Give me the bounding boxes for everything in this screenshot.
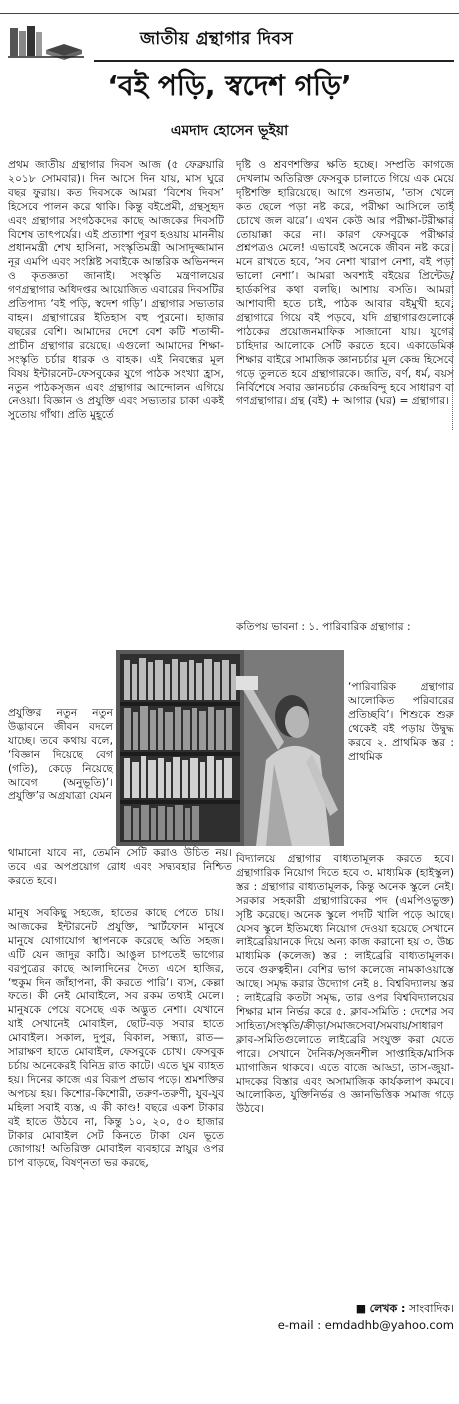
library-photo <box>116 650 344 846</box>
article-paragraph: মানুষ সবকিছু সহজে, হাতের কাছে পেতে চায়। আজকের ইন্টারনেট প্রযুক্তি, স্মার্টফোন মানুষে মানুষে যোগাযোগ স্থাপনকে করেছে অতি সহজ। এটি যেন জাদুর কাঠি। আঙুল চাপতেই ভাগ্যের বরপুত্রের কাছে আলাদিনের দৈত্য এসে হাজির, ‘হুকুম দিন জাঁহাপনা, কী করতে পারি’। ব্যস, কেল্লা ফতে। কী নেই মোবাইলে, সব রকম তথ্যই মেলে। মানুষকে পেয়ে বসেছে এক অদ্ভুত নেশা। যেখানে যাই সেখানেই মোবাইল, ছোট-বড় সবার হাতে মোবাইল। সকাল, দুপুর, বিকাল, সন্ধ্যা, রাত—সারাক্ষণ হাতে মোবাইল, ফেসবুকে চোখ। ফেসবুক চর্চায় অনেকেরই বিনিদ্র রাত কাটে। এতে ঘুম ব্যাহত হয়। দিনের কাজে এর বিরূপ প্রভাব পড়ে। শ্রমশক্তির অপচয় হয়। কিশোর-কিশোরী, তরুণ-তরুণী, যুব-যুব মহিলা সবাই ব্যস্ত, এ কী কাণ্ড! বছরে একশ টাকার বই হাতে উঠবে না, কিন্তু ১০, ২০, ৫০ হাজার টাকার মোবাইল সেট কিনতে টাকা যেন ভূতে জোগায়! অতিরিক্ত মোবাইল ব্যবহারে স্নায়ুর ওপর চাপ বাড়ছে, বিষণ্নতা ভর করছে, <box>8 906 224 1170</box>
square-bullet-icon: ■ <box>355 1302 370 1315</box>
article-paragraph: বিদ্যালয়ে গ্রন্থাগার বাধ্যতামূলক করতে হবে। গ্রন্থাগারিক নিয়োগ দিতে হবে ৩. মাধ্যমিক (হাইস্কুল) স্তর : গ্রন্থাগার বাধ্যতামূলক, কিন্তু অনেক স্কুলে নেই। সরকার সহকারী গ্রন্থাগারিকের পদ (এমপিওভুক্ত) সৃষ্টি করেছে। অনেক স্কুলে পদটি খালি পড়ে আছে। যেসব স্কুলে ইতিমধ্যে নিয়োগ দেওয়া হয়েছে সেখানে লাইব্রেরিয়ানকে দিয়ে অন্য কাজ করানো হয় ৩. উচ্চ মাধ্যমিক (কলেজ) স্তর : লাইব্রেরি বাধ্যতামূলক। তবে গুরুত্বহীন। বেশির ভাগ কলেজে নামকাওয়াস্তে আছে। সমৃদ্ধ করার উদ্যোগ নেই ৪. বিশ্ববিদ্যালয় স্তর : লাইব্রেরি কতটা সমৃদ্ধ, তার ওপর বিশ্ববিদ্যালয়ের শিক্ষার মান নির্ভর করে ৫. ক্লাব-সমিতি : দেশের সব সাহিত্য/সংস্কৃতি/ক্রীড়া/সমাজসেবা/সমবায়/সাধারণ ক্লাব-সমিতিগুলোতে লাইব্রেরি সংযুক্ত করা যেতে পারে। সেখানে দৈনিক/সৃজনশীল সাপ্তাহিক/মাসিক ম্যাগাজিন থাকবে। এতে বাজে আড্ডা, তাস-জুয়া-মাদকের বিস্তার এবং অসামাজিক কার্যকলাপ কমবে। আলোকিত, যুক্তিনির্ভর ও জ্ঞানভিত্তিক সমাজ গড়ে উঠবে। <box>236 852 454 1116</box>
author-email: e-mail : emdadhb@yahoo.com <box>277 1318 454 1332</box>
article-column-right-narrow <box>348 680 454 850</box>
article-column-left-wrap <box>8 706 113 841</box>
article-column-right <box>236 158 454 618</box>
woman-at-bookshelf-photo-icon <box>116 650 344 846</box>
books-logo-icon <box>6 22 86 62</box>
article-paragraph: ‘পারিবারিক গ্রন্থাগার আলোকিত পরিবারের প্রতিচ্ছবি’। শিশুকে শুরু থেকেই বই পড়ায় উদ্বুদ্ধ করবে ২. প্রাথমিক স্তর : প্রাথমিক <box>348 680 454 763</box>
article-paragraph: প্রযুক্তির নতুন নতুন উদ্ভাবনে জীবন বদলে যাচ্ছে। তবে কথায় বলে, ‘বিজ্ঞান দিয়েছে বেগ (গতি), কেড়ে নিয়েছে আবেগ (অনুভূতি)’। প্রযুক্তি’র অগ্রযাত্রা যেমন <box>8 706 113 803</box>
headline: ‘বই পড়ি, স্বদেশ গড়ি’ <box>107 69 352 102</box>
article-paragraph: কতিপয় ভাবনা : ১. পারিবারিক গ্রন্থাগার : <box>236 620 411 633</box>
article-paragraph: থামানো যাবে না, তেমনি সেটি করাও উচিত নয়। তবে এর অপপ্রয়োগ রোধ এবং সদ্ব্যবহার নিশ্চিত করতে হবে। <box>8 846 232 887</box>
section-header <box>0 18 459 64</box>
byline: এমদাদ হোসেন ভূইয়া <box>170 123 289 139</box>
writer-note <box>236 1300 454 1318</box>
article-column-right-lower <box>236 852 454 1292</box>
article-column-left-lower <box>8 906 224 1346</box>
article-column-left <box>8 158 224 700</box>
article-paragraph: দৃষ্টি ও শ্রবণশক্তির ক্ষতি হচ্ছে। সম্প্রতি কাগজে দেখলাম অতিরিক্ত ফেসবুক চালাতে গিয়ে এক মেয়ে দৃষ্টিশক্তি হারিয়েছে। আগে শুনতাম, ‘তাস খেলে কত ছেলে পড়া নষ্ট করে, পরীক্ষা আসিলে তাই চোখে জল ঝরে’। এখন কেউ আর পরীক্ষা-টরীক্ষার তোয়াক্কা করে না। কারণ ফেসবুকে পরীক্ষার প্রশ্নপত্রও মেলে! এভাবেই অনেকে জীবন নষ্ট করে। মনে রাখতে হবে, ‘সব নেশা খারাপ নেশা, বই পড়া ভালো নেশা’। আমরা অবশ্যই বইয়ের প্রিন্টেড/হার্ডকপির কথা বলছি। আশায় বসতি। আমরা আশাবাদী হতে চাই, পাঠক আবার বইমুখী হবে, গ্রন্থাগারে গিয়ে বই পড়বে, যদি গ্রন্থাগারগুলোকে পাঠকের প্রয়োজনমাফিক সাজানো যায়। যুগের চাহিদার আলোকে সেটি করতে হবে। একাডেমিক শিক্ষার বাইরে সামাজিক জ্ঞানচর্চার মূল কেন্দ্র হিসেবে গড়ে তুলতে হবে গ্রন্থাগারকে। জাতি, বর্ণ, ধর্ম, বয়স নির্বিশেষে সবার জ্ঞানচর্চার কেন্দ্রবিন্দু হবে সাধারণ বা গণগ্রন্থাগার। গ্রন্থ (বই) + আগার (ঘর) = গ্রন্থাগার। <box>236 158 454 408</box>
top-strip <box>0 0 459 14</box>
writer-role: সাংবাদিক। <box>408 1302 454 1315</box>
section-divider <box>94 60 454 62</box>
page-fold-mark <box>452 190 456 430</box>
article-paragraph: প্রথম জাতীয় গ্রন্থাগার দিবস আজ (৫ ফেব্রুয়ারি ২০১৮ সোমবার)। দিন আসে দিন যায়, মাস ঘুরে বছর ফুরায়। কত দিবসকে আমরা ‘বিশেষ দিবস’ হিসেবে পালন করে থাকি। কিন্তু বইপ্রেমী, গ্রন্থসুহৃদ এবং গ্রন্থাগার সংগঠকদের কাছে আজকের দিবসটি বিশেষ তাৎপর্যের। এই প্রত্যাশা পূরণ হওয়ায় মাননীয় প্রধানমন্ত্রী শেখ হাসিনা, সংস্কৃতিমন্ত্রী আসাদুজ্জামান নূর এমপি এবং সংশ্লিষ্ট সবাইকে আন্তরিক অভিনন্দন ও কৃতজ্ঞতা জানাই। সংস্কৃতি মন্ত্রণালয়ের গণগ্রন্থাগার অধিদপ্তর আয়োজিত এবারের দিবসটির প্রতিপাদ্য ‘বই পড়ি, স্বদেশ গড়ি’। গ্রন্থাগার সভ্যতার বাহন। গ্রন্থাগারের ইতিহাস বহু পুরনো। হাজার বছরের বেশি। আমাদের দেশে বেশ কটি শতাব্দী-প্রাচীন গ্রন্থাগার রয়েছে। এগুলো আমাদের শিক্ষা-সংস্কৃতি চর্চার ধারক ও বাহক। এই নিবন্ধের মূল বিষয় ইন্টারনেট-ফেসবুকের যুগে পাঠক সংখ্যা হ্রাস, নতুন পাঠকসৃজন এবং গ্রন্থাগার আন্দোলন এগিয়ে নেওয়া। বিজ্ঞান ও প্রযুক্তি এবং সভ্যতার চাকা একই সুতোয় গাঁথা। প্রতি মুহূর্তে <box>8 158 224 422</box>
writer-label: লেখক : <box>369 1302 406 1315</box>
section-title: জাতীয় গ্রন্থাগার দিবস <box>140 29 294 49</box>
article-column-left-mid <box>8 846 232 906</box>
